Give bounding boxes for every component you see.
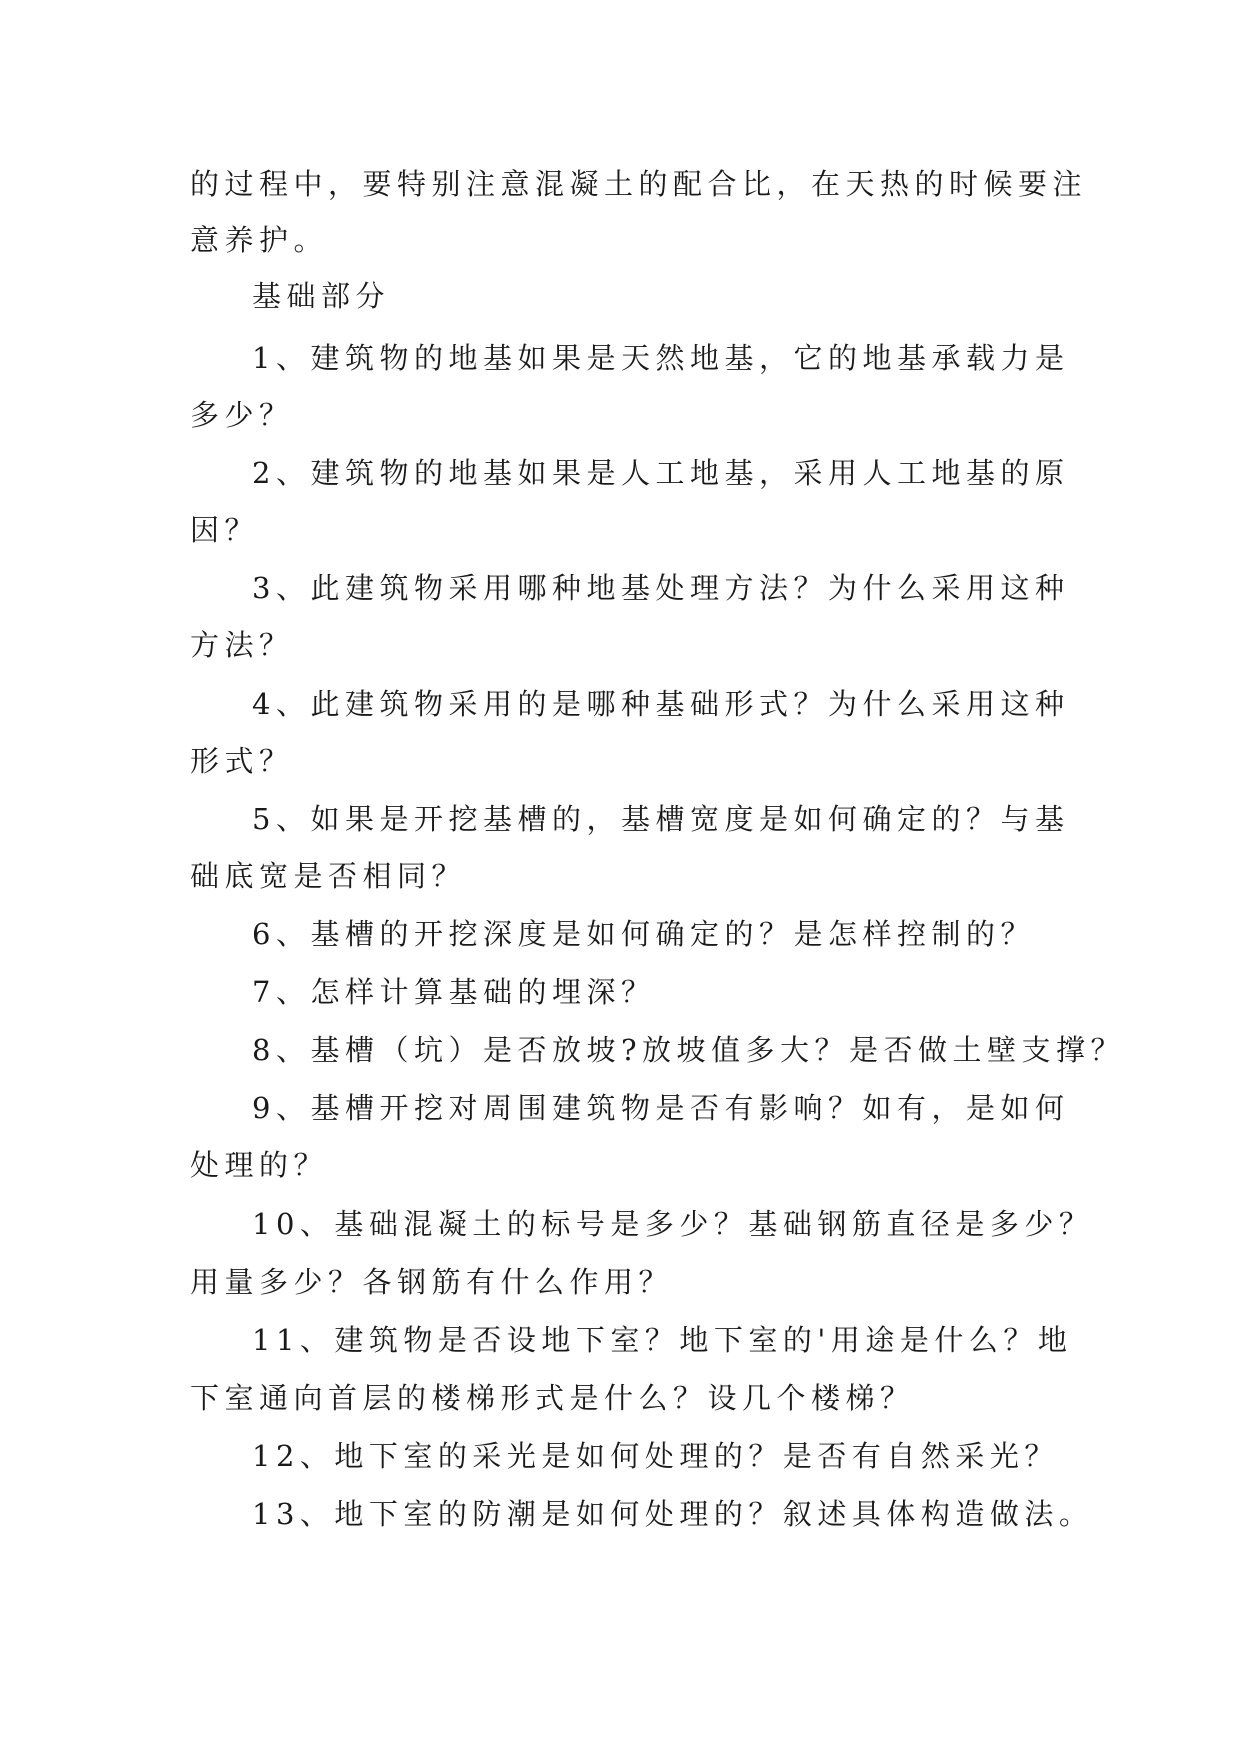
question-line: 多少？ [190,398,294,432]
question-line: 下室通向首层的楼梯形式是什么？设几个楼梯？ [190,1381,915,1415]
question-line: 12、地下室的采光是如何处理的？是否有自然采光？ [252,1439,1059,1473]
text-line: 意养护。 [190,223,329,257]
question-line: 3、此建筑物采用哪种地基处理方法？为什么采用这种 [252,571,1070,605]
text-line: 的过程中，要特别注意混凝土的配合比，在天热的时候要注 [190,167,1088,201]
question-line: 用量多少？各钢筋有什么作用？ [190,1265,674,1299]
question-line: 形式？ [190,744,294,778]
question-line: 因？ [190,513,260,547]
section-heading: 基础部分 [252,279,391,313]
question-line: 处理的？ [190,1148,329,1182]
question-line: 4、此建筑物采用的是哪种基础形式？为什么采用这种 [252,687,1070,721]
question-line: 础底宽是否相同？ [190,859,467,893]
question-line: 方法？ [190,628,294,662]
question-line: 8、基槽（坑）是否放坡?放坡值多大？是否做土壁支撑？ [252,1033,1125,1067]
question-line: 10、基础混凝土的标号是多少？基础钢筋直径是多少？ [252,1207,1094,1241]
question-line: 2、建筑物的地基如果是人工地基，采用人工地基的原 [252,456,1070,490]
question-line: 7、怎样计算基础的埋深？ [252,975,656,1009]
question-line: 9、基槽开挖对周围建筑物是否有影响？如有，是如何 [252,1091,1070,1125]
question-line: 1、建筑物的地基如果是天然地基，它的地基承载力是 [252,341,1070,375]
question-line: 13、地下室的防潮是如何处理的？叙述具体构造做法。 [252,1497,1094,1531]
question-line: 6、基槽的开挖深度是如何确定的？是怎样控制的？ [252,917,1035,951]
question-line: 5、如果是开挖基槽的，基槽宽度是如何确定的？与基 [252,802,1070,836]
question-line: 11、建筑物是否设地下室？地下室的'用途是什么？地 [252,1323,1073,1357]
